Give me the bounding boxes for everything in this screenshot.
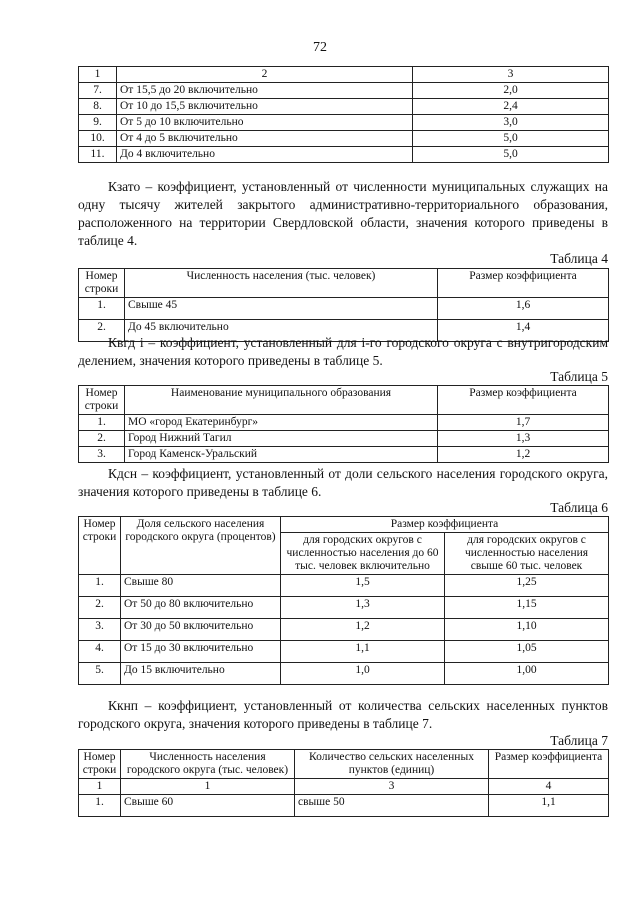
header-cell: Номер строки bbox=[79, 750, 121, 779]
row-value: 1,00 bbox=[445, 663, 609, 685]
row-label: От 5 до 10 включительно bbox=[117, 115, 413, 131]
table-4 bbox=[78, 268, 609, 342]
row-label: Свыше 45 bbox=[125, 298, 438, 320]
table-row bbox=[79, 83, 609, 99]
row-number: 1. bbox=[79, 795, 121, 817]
row-label: От 50 до 80 включительно bbox=[121, 597, 281, 619]
table-3-continuation bbox=[78, 66, 609, 163]
table-4-caption: Таблица 4 bbox=[550, 251, 608, 266]
row-number: 1. bbox=[79, 298, 125, 320]
table-header-row bbox=[79, 750, 609, 779]
row-number: 9. bbox=[79, 115, 117, 131]
row-number: 5. bbox=[79, 663, 121, 685]
table-row bbox=[79, 147, 609, 163]
column-number: 4 bbox=[489, 779, 609, 795]
row-label: Город Каменск-Уральский bbox=[125, 447, 438, 463]
row-value: 1,15 bbox=[445, 597, 609, 619]
row-value: 1,25 bbox=[445, 575, 609, 597]
row-label: До 15 включительно bbox=[121, 663, 281, 685]
paragraph-text: Ккнп – коэффициент, установленный от количества сельских населенных пунктов городского округа, значения которого приведены в таблице 7. bbox=[78, 698, 608, 731]
row-label: До 4 включительно bbox=[117, 147, 413, 163]
header-cell: Номер строки bbox=[79, 386, 125, 415]
table-row bbox=[79, 575, 609, 597]
table-row bbox=[79, 115, 609, 131]
table-row bbox=[79, 431, 609, 447]
header-cell: Размер коэффициента bbox=[489, 750, 609, 779]
page-number: 72 bbox=[313, 40, 327, 55]
row-value: свыше 50 bbox=[295, 795, 489, 817]
header-cell: Номер строки bbox=[79, 517, 121, 575]
paragraph-kdsn bbox=[78, 465, 608, 501]
row-label: Город Нижний Тагил bbox=[125, 431, 438, 447]
row-value: 1,3 bbox=[438, 431, 609, 447]
row-value: 5,0 bbox=[413, 131, 609, 147]
paragraph-text: Кзато – коэффициент, установленный от численности муниципальных служащих на одну тысячу жителей закрытого административно-территориального образования, расположенного на территории Свердловской области, значения которого приведены в таблице 4. bbox=[78, 179, 608, 248]
row-value: 1,1 bbox=[489, 795, 609, 817]
header-cell: для городских округов с численностью населения до 60 тыс. человек включительно bbox=[281, 533, 445, 575]
row-value: 5,0 bbox=[413, 147, 609, 163]
row-value: 1,2 bbox=[438, 447, 609, 463]
row-value: 1,1 bbox=[281, 641, 445, 663]
table-row bbox=[79, 597, 609, 619]
row-number: 2. bbox=[79, 431, 125, 447]
table-row bbox=[79, 131, 609, 147]
row-value: 1,6 bbox=[438, 298, 609, 320]
header-cell: 2 bbox=[117, 67, 413, 83]
table-row bbox=[79, 99, 609, 115]
column-number: 1 bbox=[121, 779, 295, 795]
row-value: 3,0 bbox=[413, 115, 609, 131]
table-5-caption: Таблица 5 bbox=[550, 369, 608, 384]
table-number-row bbox=[79, 779, 609, 795]
row-value: 1,4 bbox=[438, 320, 609, 342]
paragraph-text: Квгд i – коэффициент, установленный для i-го городского округа с внутригородским делением, значения которого приведены в таблице 5. bbox=[78, 335, 608, 368]
table-row bbox=[79, 663, 609, 685]
header-cell: 3 bbox=[413, 67, 609, 83]
row-number: 10. bbox=[79, 131, 117, 147]
column-number: 3 bbox=[295, 779, 489, 795]
row-value: 1,3 bbox=[281, 597, 445, 619]
table-7 bbox=[78, 749, 609, 817]
table-header-row bbox=[79, 269, 609, 298]
paragraph-kvgd bbox=[78, 334, 608, 370]
row-label: МО «город Екатеринбург» bbox=[125, 415, 438, 431]
row-label: От 15 до 30 включительно bbox=[121, 641, 281, 663]
row-label: От 10 до 15,5 включительно bbox=[117, 99, 413, 115]
row-number: 2. bbox=[79, 320, 125, 342]
row-label: Свыше 80 bbox=[121, 575, 281, 597]
row-value: 2,4 bbox=[413, 99, 609, 115]
row-label: До 45 включительно bbox=[125, 320, 438, 342]
header-cell: Номер строки bbox=[79, 269, 125, 298]
row-value: 1,05 bbox=[445, 641, 609, 663]
row-number: 1. bbox=[79, 415, 125, 431]
paragraph-kknp bbox=[78, 697, 608, 733]
header-cell: Размер коэффициента bbox=[438, 386, 609, 415]
column-number: 1 bbox=[79, 779, 121, 795]
header-cell: Доля сельского населения городского округа (процентов) bbox=[121, 517, 281, 575]
row-value: 1,5 bbox=[281, 575, 445, 597]
table-header-row bbox=[79, 517, 609, 533]
row-number: 2. bbox=[79, 597, 121, 619]
row-number: 4. bbox=[79, 641, 121, 663]
row-label: От 15,5 до 20 включительно bbox=[117, 83, 413, 99]
row-number: 11. bbox=[79, 147, 117, 163]
header-cell: Размер коэффициента bbox=[438, 269, 609, 298]
table-7-caption: Таблица 7 bbox=[550, 733, 608, 748]
table-row bbox=[79, 415, 609, 431]
row-label: От 4 до 5 включительно bbox=[117, 131, 413, 147]
header-cell: для городских округов с численностью населения свыше 60 тыс. человек bbox=[445, 533, 609, 575]
row-label: От 30 до 50 включительно bbox=[121, 619, 281, 641]
header-cell: Размер коэффициента bbox=[281, 517, 609, 533]
row-value: 2,0 bbox=[413, 83, 609, 99]
row-value: 1,10 bbox=[445, 619, 609, 641]
table-row bbox=[79, 795, 609, 817]
row-value: 1,0 bbox=[281, 663, 445, 685]
table-6-caption: Таблица 6 bbox=[550, 500, 608, 515]
table-header-row bbox=[79, 67, 609, 83]
table-row bbox=[79, 641, 609, 663]
row-label: Свыше 60 bbox=[121, 795, 295, 817]
header-cell: Количество сельских населенных пунктов (единиц) bbox=[295, 750, 489, 779]
row-number: 3. bbox=[79, 619, 121, 641]
row-value: 1,2 bbox=[281, 619, 445, 641]
row-number: 7. bbox=[79, 83, 117, 99]
row-number: 3. bbox=[79, 447, 125, 463]
table-row bbox=[79, 447, 609, 463]
paragraph-text: Кдсн – коэффициент, установленный от доли сельского населения городского округа, значения которого приведены в таблице 6. bbox=[78, 466, 608, 499]
table-5 bbox=[78, 385, 609, 463]
header-cell: 1 bbox=[79, 67, 117, 83]
row-value: 1,7 bbox=[438, 415, 609, 431]
row-number: 1. bbox=[79, 575, 121, 597]
header-cell: Численность населения (тыс. человек) bbox=[125, 269, 438, 298]
table-row bbox=[79, 298, 609, 320]
header-cell: Наименование муниципального образования bbox=[125, 386, 438, 415]
table-6 bbox=[78, 516, 609, 685]
row-number: 8. bbox=[79, 99, 117, 115]
paragraph-kzato bbox=[78, 178, 608, 250]
table-header-row bbox=[79, 386, 609, 415]
header-cell: Численность населения городского округа (тыс. человек) bbox=[121, 750, 295, 779]
table-row bbox=[79, 619, 609, 641]
